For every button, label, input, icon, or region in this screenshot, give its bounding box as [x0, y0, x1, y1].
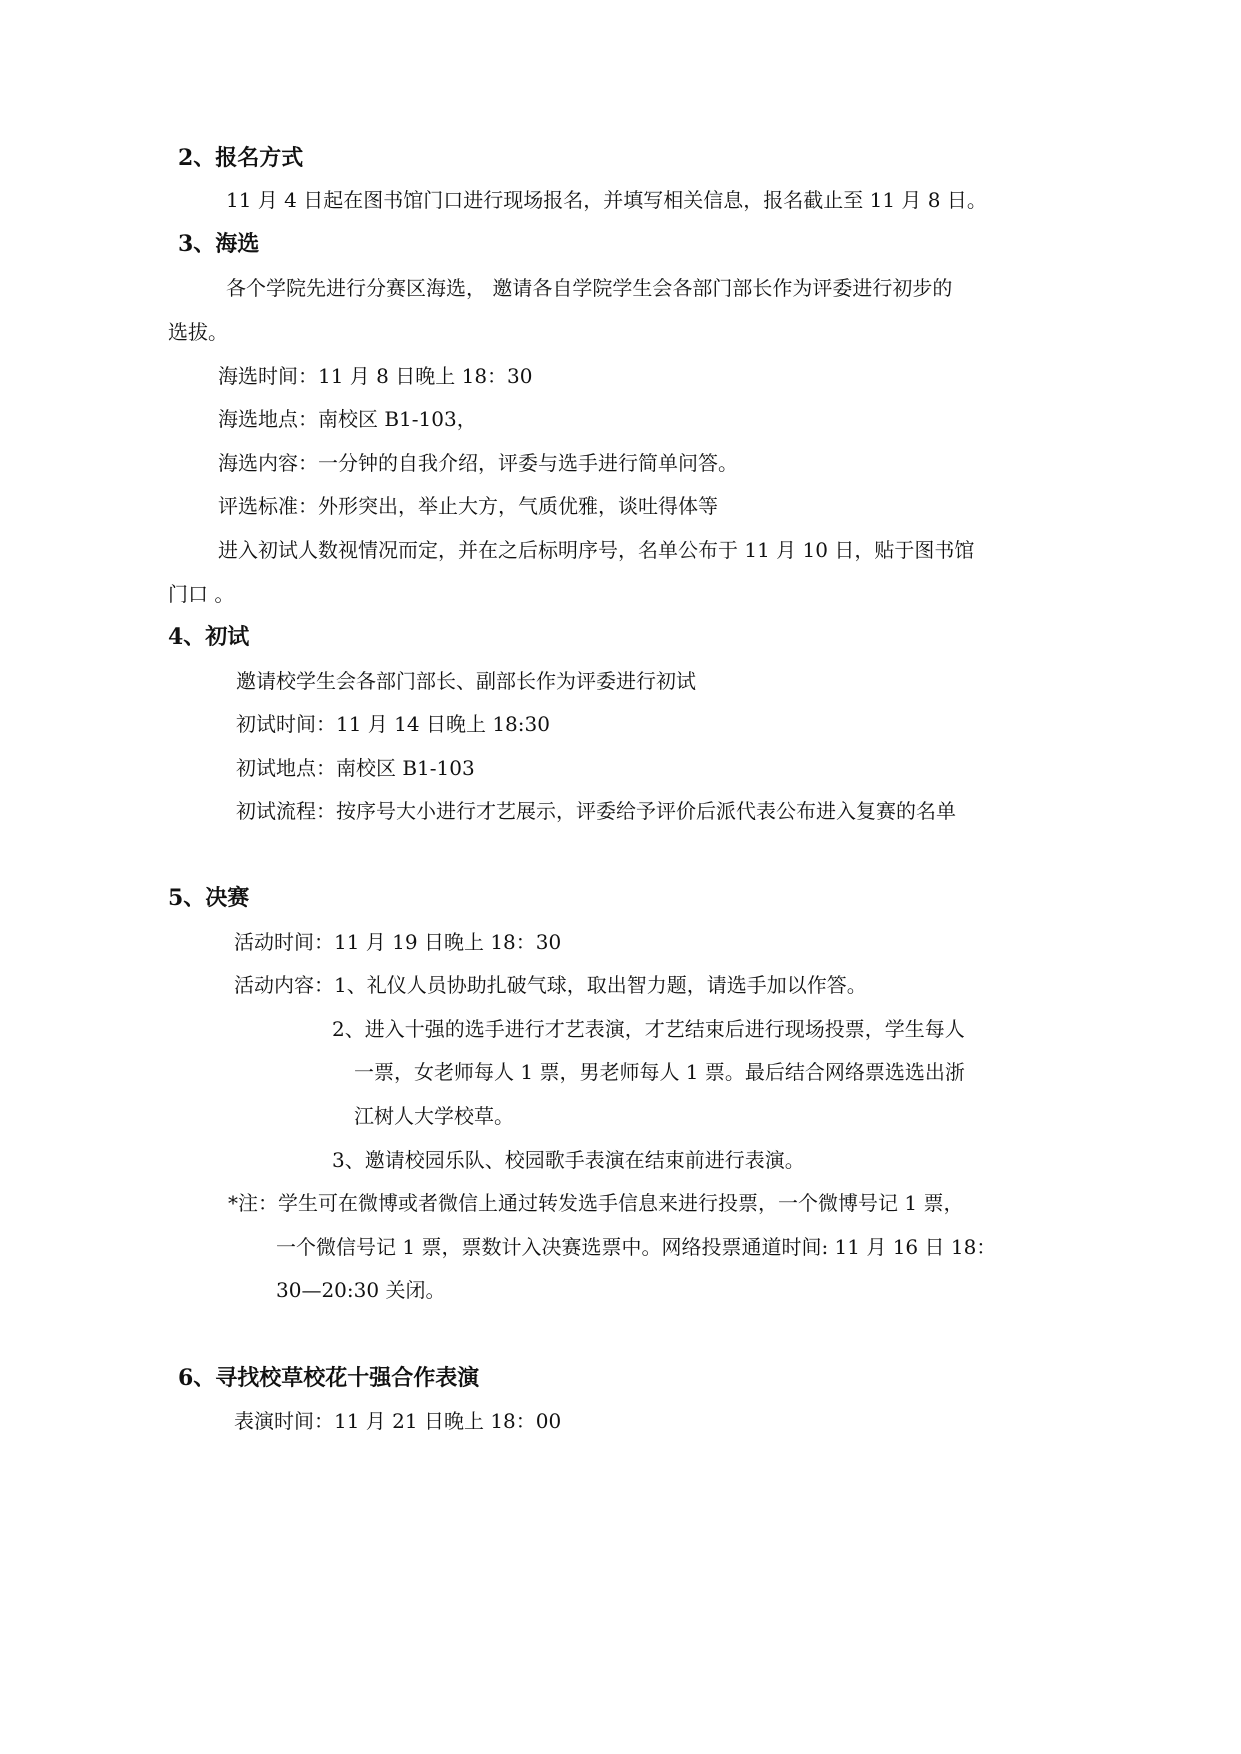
section-5-heading: 5、决赛: [168, 885, 250, 911]
section-4-heading: 4、初试: [168, 624, 250, 650]
section-3-content: 海选内容：一分钟的自我介绍，评委与选手进行简单问答。: [218, 451, 738, 475]
section-5-time: 活动时间：11 月 19 日晚上 18：30: [234, 930, 562, 954]
section-3-result-line-1: 进入初试人数视情况而定，并在之后标明序号，名单公布于 11 月 10 日，贴于图书馆: [218, 538, 975, 562]
section-3-result-line-2: 门口 。: [168, 582, 235, 606]
section-3-intro-line-1: 各个学院先进行分赛区海选， 邀请各自学院学生会各部门部长作为评委进行初步的: [226, 276, 953, 300]
section-2-heading: 2、报名方式: [178, 145, 304, 171]
section-5-note-line-1: *注：学生可在微博或者微信上通过转发选手信息来进行投票，一个微博号记 1 票，: [228, 1191, 964, 1215]
section-3-criteria: 评选标准：外形突出，举止大方，气质优雅，谈吐得体等: [218, 494, 718, 518]
section-5-item-2-line-2: 一票，女老师每人 1 票，男老师每人 1 票。最后结合网络票选选出浙: [354, 1060, 965, 1084]
section-6-time: 表演时间：11 月 21 日晚上 18：00: [234, 1409, 562, 1433]
section-5-content-line-1: 活动内容：1、礼仪人员协助扎破气球，取出智力题，请选手加以作答。: [234, 973, 867, 997]
section-6-heading: 6、寻找校草校花十强合作表演: [178, 1365, 480, 1391]
section-5-item-3: 3、邀请校园乐队、校园歌手表演在结束前进行表演。: [332, 1148, 805, 1172]
section-5-note-line-2: 一个微信号记 1 票，票数计入决赛选票中。网络投票通道时间: 11 月 16 日 18：: [276, 1235, 997, 1259]
section-3-intro-line-2: 选拔。: [168, 320, 228, 344]
section-4-time: 初试时间：11 月 14 日晚上 18:30: [236, 712, 550, 736]
section-5-note-line-3: 30—20:30 关闭。: [276, 1278, 446, 1302]
section-4-process: 初试流程：按序号大小进行才艺展示，评委给予评价后派代表公布进入复赛的名单: [236, 799, 956, 823]
section-3-time: 海选时间：11 月 8 日晚上 18：30: [218, 364, 533, 388]
section-3-place: 海选地点：南校区 B1-103，: [218, 407, 477, 431]
section-4-intro: 邀请校学生会各部门部长、副部长作为评委进行初试: [236, 669, 696, 693]
section-4-place: 初试地点：南校区 B1-103: [236, 756, 475, 780]
section-5-item-2-line-1: 2、进入十强的选手进行才艺表演，才艺结束后进行现场投票，学生每人: [332, 1017, 965, 1041]
section-5-item-2-line-3: 江树人大学校草。: [354, 1104, 514, 1128]
section-3-heading: 3、海选: [178, 231, 260, 257]
section-2-text: 11 月 4 日起在图书馆门口进行现场报名，并填写相关信息，报名截止至 11 月 8 日。: [226, 188, 987, 212]
